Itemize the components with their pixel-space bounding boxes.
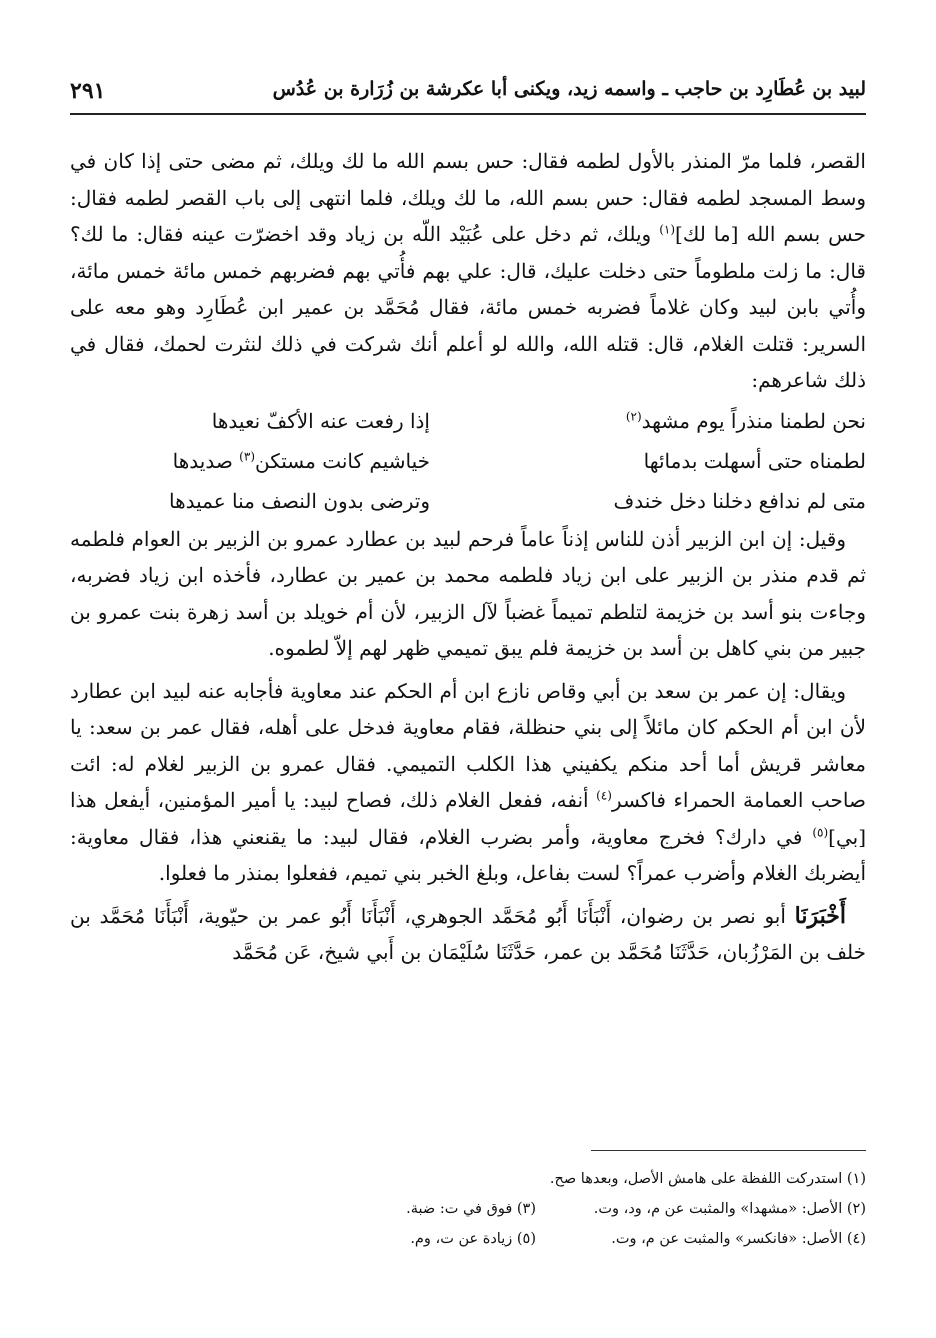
hemistich-first: لطمناه حتى أسهلت بدمائها xyxy=(643,448,866,473)
paragraph-3-text-b: أنفه، ففعل الغلام ذلك، فصاح لبيد: يا أمير المؤمنين، أيفعل هذا [بي] xyxy=(70,788,866,849)
poem xyxy=(70,401,866,521)
running-header xyxy=(70,72,866,112)
footnote-marker-5: (٥) xyxy=(812,824,829,839)
footnote-line xyxy=(70,1164,866,1194)
footnote-marker-2: (٢) xyxy=(625,408,642,423)
footnote-marker-1: (١) xyxy=(659,222,676,237)
footnote-marker-4: (٤) xyxy=(596,788,612,803)
footnote-rule xyxy=(591,1150,866,1151)
header-rule xyxy=(70,113,866,115)
footnote-3: (٣) فوق في ت: ضبة. xyxy=(406,1201,536,1217)
paragraph-1-text-b: ويلك، ثم دخل على عُبَيْد اللّه بن زياد وقد اخضرّت عينه فقال: ما لك؟ قال: ما زلت ملطوماً حتى دخلت عليك، قال: علي بهم فأُتي بهم فضربهم خمس مائة خمس مائة، وأُتي بابن لبيد وكان غلاماً فضربه خمس مائة، فقال مُحَمَّد بن عمير ابن عُطَارِد وهو معه على السرير: قتلت الغلام، قال: قتله الله، والله لو أعلم أنك شركت في ذلك لنثرت لحمك، فقال في ذلك شاعرهم: xyxy=(70,222,866,392)
verse-line xyxy=(70,441,866,481)
verse-line xyxy=(70,481,866,521)
hemistich-first: متى لم ندافع دخلنا دخل خندف xyxy=(613,488,866,513)
footnote-line xyxy=(70,1194,866,1224)
footnote-2: (٢) الأصل: «مشهدا» والمثبت عن م، ود، وت. xyxy=(593,1201,866,1217)
page-number: ٢٩١ xyxy=(70,78,106,104)
verse-line xyxy=(70,401,866,441)
footnote-1: (١) استدركت اللفظة على هامش الأصل، وبعدها صح. xyxy=(549,1171,866,1187)
footnote-4: (٤) الأصل: «فانكسر» والمثبت عن م، وت. xyxy=(611,1231,866,1247)
hemistich-second: وترضى بدون النصف منا عميدها xyxy=(169,488,430,513)
hemistich-second: إذا رفعت عنه الأكفّ نعيدها xyxy=(211,408,430,433)
main-text xyxy=(70,143,866,971)
footnotes xyxy=(70,1164,866,1254)
footnote-5: (٥) زيادة عن ت، وم. xyxy=(410,1231,536,1247)
paragraph-3-text-a: ويقال: إن عمر بن سعد بن أبي وقاص نازع ابن أم الحكم عند معاوية فأجابه عنه لبيد ابن عطارد لأن ابن أم الحكم كان مائلاً إلى بني حنظلة، فقام معاوية فدخل على أهله، فقال عمر بن سعد: يا معاشر قريش أما أحد منكم يكفيني هذا الكلب التميمي. فقال عمرو بن الزبير لغلام له: ائت صاحب العمامة الحمراء فاكسر xyxy=(70,678,866,812)
paragraph-3 xyxy=(70,673,866,892)
isnad-lead-word: أَخْبَرَنَا xyxy=(794,902,846,929)
footnote-line xyxy=(70,1224,866,1254)
hemistich-first: نحن لطمنا منذراً يوم مشهد$^{(٢)}$ xyxy=(625,408,866,433)
paragraph-1-text-a: القصر، فلما مرّ المنذر بالأول لطمه فقال: حس بسم الله ما لك ويلك، ثم مضى حتى إذا كان في وسط المسجد لطمه فقال: حس بسم الله، ما لك ويلك، فلما انتهى إلى باب القصر لطمه فقال: حس بسم الله [ما لك] xyxy=(70,149,866,246)
paragraph-1 xyxy=(70,143,866,399)
paragraph-3-text-c: في دارك؟ فخرج معاوية، وأمر بضرب الغلام، فقال لبيد: ما يقنعني هذا، فقال معاوية: أيضربك الغلام وأضرب عمراً؟ لست بفاعل، وبلغ الخبر بني تميم، ففعلوا بمنذر ما فعلوا. xyxy=(70,824,866,885)
hemistich-second: خياشيم كانت مستكن$^{(٣)}$ صديدها xyxy=(172,448,430,473)
paragraph-2: وقيل: إن ابن الزبير أذن للناس إذناً عاماً فرحم لبيد بن عطارد عمرو بن الزبير بن العوام فلطمه ثم قدم منذر بن الزبير على ابن زياد فلطمه محمد بن عمير بن عطارد، فأخذه ابن زياد فضربه، وجاءت بنو أسد بن خزيمة لتلطم تميماً غضباً لآل الزبير، لأن أم خويلد بن أسد زهرة بنت عمرو بن جبير من بني كاهل بن أسد بن خزيمة فلم يبق تميمي ظهر لهم إلاّ لطموه. xyxy=(70,526,866,660)
paragraph-4 xyxy=(70,898,866,971)
footnote-marker-3: (٣) xyxy=(239,448,255,463)
paragraph-4-text: أبو نصر بن رضوان، أَنْبَأَنَا أَبُو مُحَمَّد الجوهري، أَنْبَأَنَا أَبُو عمر بن حيّوية، أَنْبَأَنَا مُحَمَّد بن خلف بن المَرْزُبان، حَدَّثَنَا مُحَمَّد بن عمر، حَدَّثَنَا سُلَيْمَان بن أَبي شيخ، عَن مُحَمَّد xyxy=(70,903,866,964)
running-title: لبيد بن عُطَارِد بن حاجب ـ واسمه زيد، ويكنى أبا عكرشة بن زُرَارة بن عُدُس xyxy=(272,78,866,100)
